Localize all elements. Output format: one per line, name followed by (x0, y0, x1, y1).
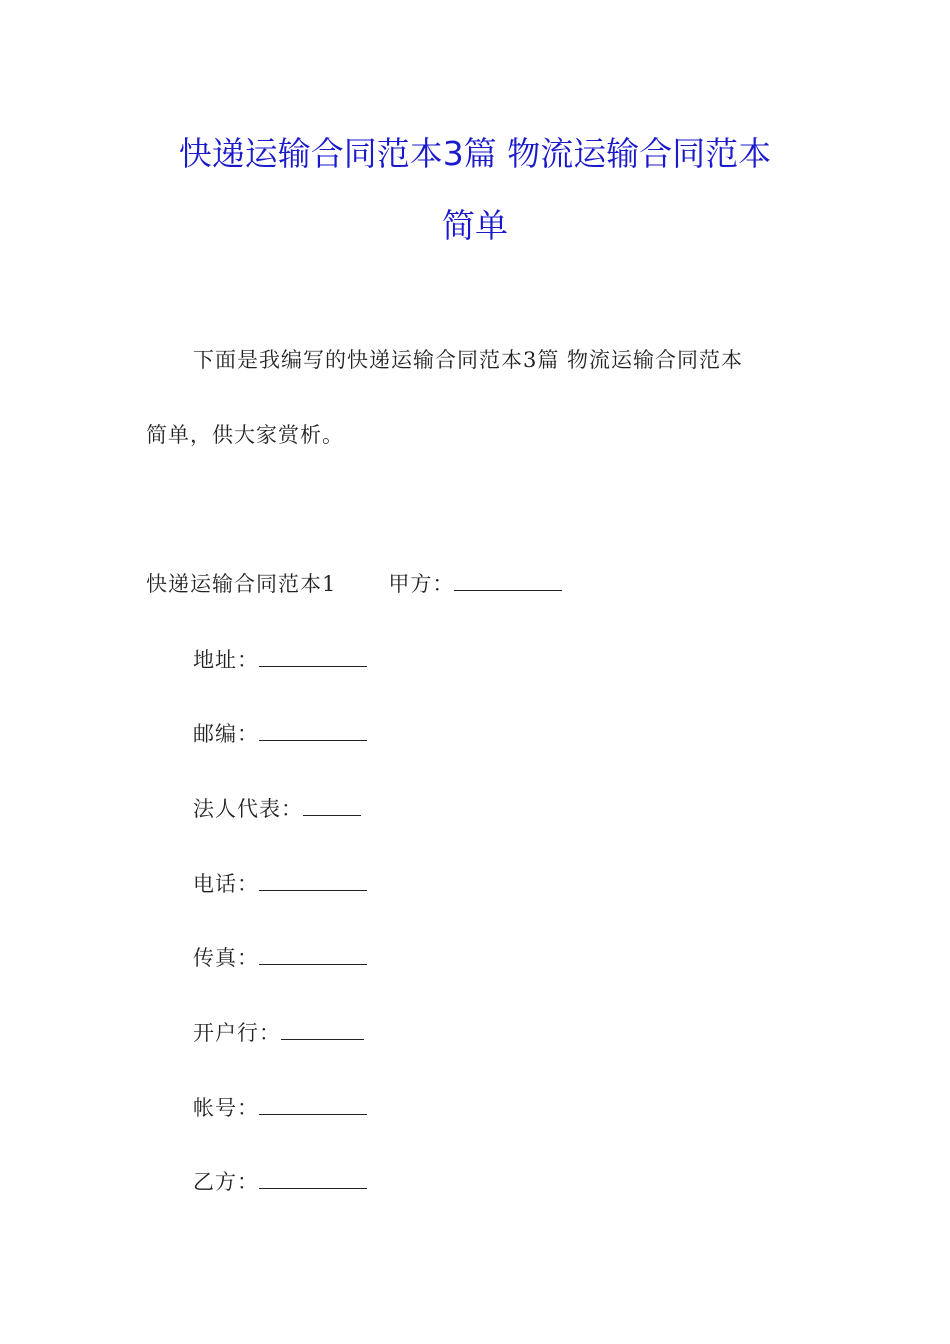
account-label: 帐号： (193, 1096, 259, 1120)
postcode-blank[interactable] (259, 722, 367, 741)
document-title-line-2: 简单 (442, 206, 508, 245)
document-title-line-1: 快递运输合同范本3篇 物流运输合同范本 (178, 134, 772, 173)
field-legal-rep (193, 795, 361, 823)
party-a-blank[interactable] (454, 572, 562, 591)
phone-blank[interactable] (259, 872, 367, 891)
intro-line-2: 简单，供大家赏析。 (146, 423, 344, 447)
party-b-label: 乙方： (193, 1170, 259, 1194)
contract-heading-row (146, 570, 562, 598)
account-blank[interactable] (259, 1096, 367, 1115)
intro-line-1: 下面是我编写的快递运输合同范本3篇 物流运输合同范本 (193, 348, 744, 372)
field-account (193, 1094, 367, 1122)
field-phone (193, 870, 367, 898)
phone-label: 电话： (193, 872, 259, 896)
address-blank[interactable] (259, 648, 367, 667)
legal-rep-label: 法人代表： (193, 797, 303, 821)
party-b-blank[interactable] (259, 1170, 367, 1189)
address-label: 地址： (193, 648, 259, 672)
legal-rep-blank[interactable] (303, 797, 361, 816)
contract-heading: 快递运输合同范本1 (146, 572, 337, 596)
fax-label: 传真： (193, 946, 259, 970)
field-party-b (193, 1168, 367, 1196)
field-fax (193, 944, 367, 972)
field-bank (193, 1019, 364, 1047)
field-postcode (193, 720, 367, 748)
bank-label: 开户行： (193, 1021, 281, 1045)
party-a-label: 甲方： (388, 572, 455, 596)
fax-blank[interactable] (259, 946, 367, 965)
bank-blank[interactable] (281, 1021, 364, 1040)
postcode-label: 邮编： (193, 722, 259, 746)
field-address (193, 646, 367, 674)
